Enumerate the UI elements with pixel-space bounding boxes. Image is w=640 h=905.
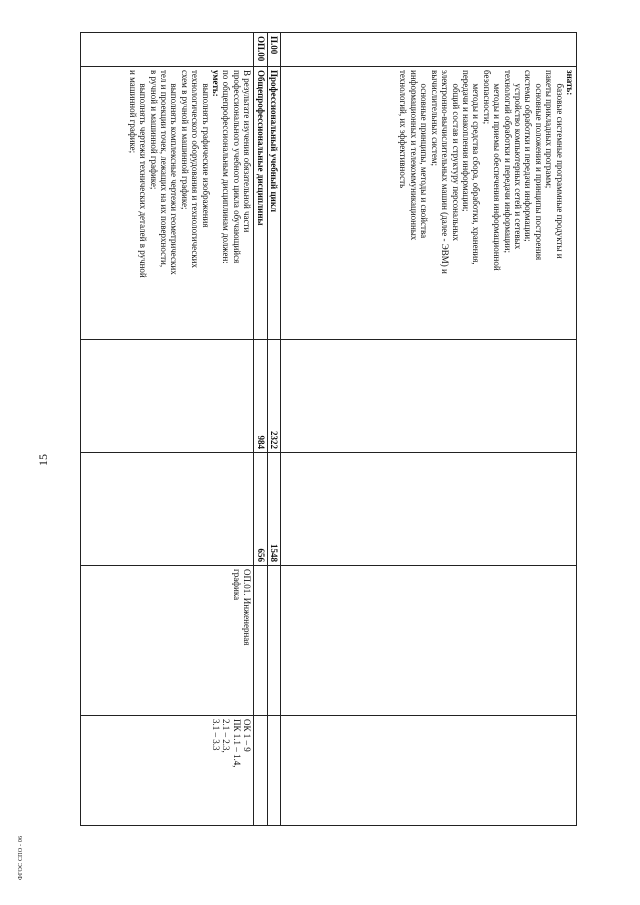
curriculum-table (80, 32, 577, 825)
cell-code (281, 33, 577, 67)
cell-max-hours (81, 340, 254, 453)
cell-max-hours: 2322 (267, 340, 280, 453)
table-row (254, 33, 267, 826)
cell-required-hours (281, 453, 577, 566)
cell-code (81, 33, 254, 67)
cell-competencies (281, 716, 577, 826)
content-heading: уметь: (210, 70, 221, 97)
cell-competencies (267, 716, 280, 826)
cell-max-hours: 984 (254, 340, 267, 453)
cell-content: Общепрофессиональные дисциплины (254, 67, 267, 340)
cell-discipline (254, 566, 267, 716)
content-intro: В результате изучения обязательной части профессионального учебного цикла обучающийся по общепрофессиональным дисциплинам должен: (221, 70, 253, 264)
cell-max-hours (281, 340, 577, 453)
table-row (267, 33, 280, 826)
cell-content: Профессиональный учебный цикл (267, 67, 280, 340)
table-row (281, 33, 577, 826)
cell-competencies: ОК 1 – 9 ПК 1.1 – 1.4, 2.1 – 2.3, 3.1 – 3.3 (81, 716, 254, 826)
cell-discipline (281, 566, 577, 716)
cell-code: П.00 (267, 33, 280, 67)
cell-required-hours: 656 (254, 453, 267, 566)
cell-content (281, 67, 577, 340)
cell-competencies (254, 716, 267, 826)
cell-discipline (267, 566, 280, 716)
cell-required-hours (81, 453, 254, 566)
table-row (81, 33, 254, 826)
content-body: базовые системные программные продукты и пакеты прикладных программ; основные положения и принципы построения системы обработки и передачи информации; устройство компьютерных сетей и сетевых технологий обработки и передачи информации; методы и приемы обеспечения информационной безопасности; методы и средства сбора, обработки, хранения, передачи и накопления информации; общий состав и структуру персональных электронно-вычислительных машин (далее - ЭВМ) и вычислительных систем; основные принципы, методы и свойства информационных и телекоммуникационных технологий, их эффективность (398, 70, 565, 274)
content-heading: знать: (565, 70, 575, 96)
cell-required-hours: 1548 (267, 453, 280, 566)
page-number: 15 (36, 454, 50, 466)
cell-content (81, 67, 254, 340)
content-body: выполнять графические изображения технологического оборудования и технологических схем в ручной и машинной графике; выполнять комплексные чертежи геометрических тел и проекции точек, лежащих на их поверхности, в ручной и машинной графике; выполнять чертежи технических деталей в ручной и машинной графике; (127, 70, 211, 278)
cell-code: ОП.00 (254, 33, 267, 67)
footer-code: ФГОС СПО - 06 (18, 835, 24, 880)
cell-discipline: ОП.01. Инженерная графика (81, 566, 254, 716)
